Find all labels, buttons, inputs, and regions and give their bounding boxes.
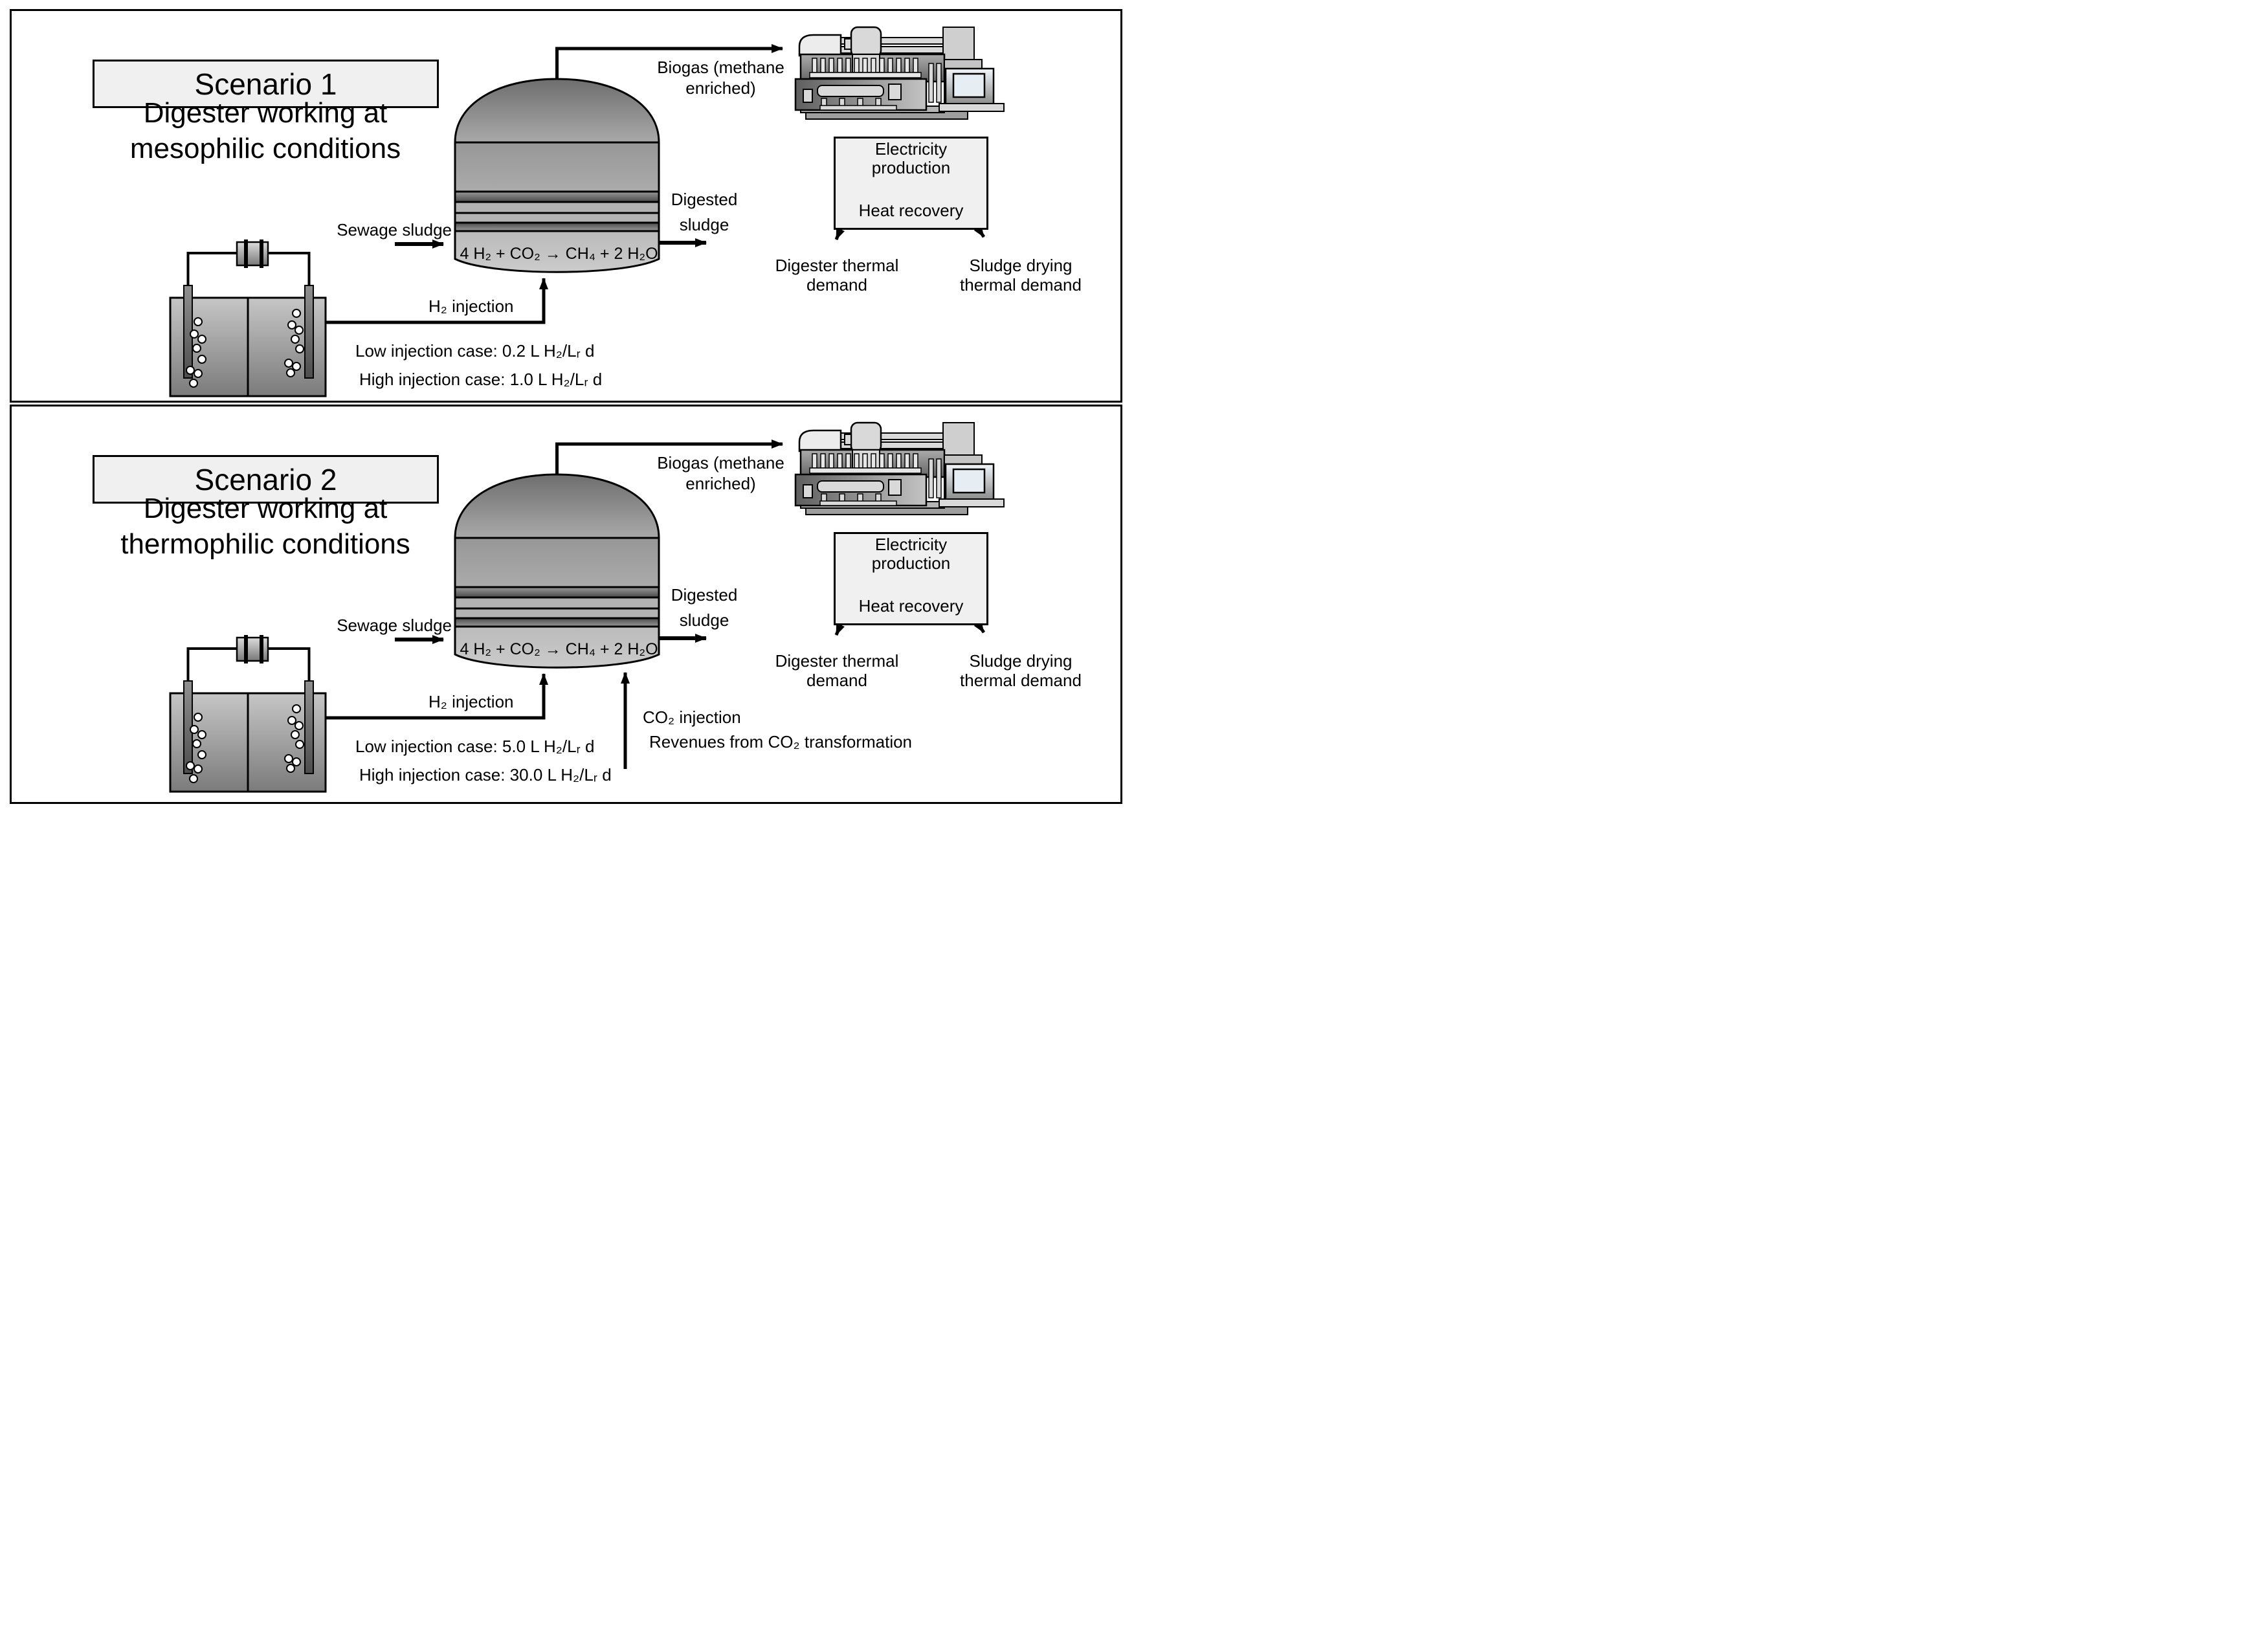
digester-thermal-demand-line1: Digester thermal bbox=[775, 651, 899, 671]
co2-revenues-label: Revenues from CO₂ transformation bbox=[649, 732, 913, 752]
digester-reaction-formula: 4 H₂ + CO₂ → CH₄ + 2 H₂O bbox=[460, 245, 658, 263]
panel-subtitle-line2: thermophilic conditions bbox=[120, 528, 410, 560]
digester-thermal-demand-line2: demand bbox=[806, 275, 867, 295]
panel-subtitle-line1: Digester working at bbox=[143, 493, 388, 524]
electricity-label-line2: production bbox=[871, 553, 951, 573]
digested-sludge-label-line2: sludge bbox=[679, 610, 729, 630]
digester-thermal-demand-line2: demand bbox=[806, 671, 867, 690]
low-injection-case-label: Low injection case: 0.2 L H₂/Lᵣ d bbox=[355, 341, 595, 361]
sewage-sludge-label: Sewage sludge bbox=[337, 616, 452, 635]
digester-tank bbox=[455, 79, 659, 272]
digester-reaction-formula: 4 H₂ + CO₂ → CH₄ + 2 H₂O bbox=[460, 640, 658, 658]
digested-sludge-label-line2: sludge bbox=[679, 215, 729, 234]
h2-injection-label: H₂ injection bbox=[428, 296, 514, 316]
electrolyzer-cell bbox=[170, 635, 326, 792]
biogas-label-line2: enriched) bbox=[685, 78, 756, 98]
biogas-label-line1: Biogas (methane bbox=[657, 453, 784, 473]
figure-canvas bbox=[0, 0, 1134, 813]
electricity-production-box bbox=[834, 137, 988, 230]
biogas-label-line2: enriched) bbox=[685, 474, 756, 493]
panel-subtitle-line1: Digester working at bbox=[143, 97, 388, 129]
electricity-label-line2: production bbox=[871, 158, 951, 177]
sludge-drying-demand-line2: thermal demand bbox=[960, 275, 1082, 295]
scenario-title: Scenario 2 bbox=[194, 462, 337, 496]
high-injection-case-label: High injection case: 1.0 L H₂/Lᵣ d bbox=[359, 370, 603, 389]
digester-thermal-demand-line1: Digester thermal bbox=[775, 256, 899, 275]
electrolyzer-cell bbox=[170, 239, 326, 396]
low-injection-case-label: Low injection case: 5.0 L H₂/Lᵣ d bbox=[355, 737, 595, 756]
sludge-drying-demand-line1: Sludge drying bbox=[969, 651, 1073, 671]
h2-injection-label: H₂ injection bbox=[428, 692, 514, 711]
scenario-2-panel bbox=[10, 405, 1122, 804]
electricity-production-box bbox=[834, 532, 988, 625]
heat-recovery-label: Heat recovery bbox=[858, 596, 964, 616]
electricity-label-line1: Electricity bbox=[874, 139, 948, 159]
heat-recovery-label: Heat recovery bbox=[858, 201, 964, 220]
chp-engine bbox=[795, 423, 1004, 515]
sludge-drying-demand-line2: thermal demand bbox=[960, 671, 1082, 690]
digester-tank bbox=[455, 474, 659, 667]
co2-injection-label: CO₂ injection bbox=[643, 707, 741, 727]
panel-subtitle-line2: mesophilic conditions bbox=[129, 133, 401, 164]
biogas-label-line1: Biogas (methane bbox=[657, 58, 784, 77]
chp-engine bbox=[795, 27, 1004, 119]
electricity-label-line1: Electricity bbox=[874, 535, 948, 554]
scenario-1-panel bbox=[10, 9, 1122, 403]
scenario-title: Scenario 1 bbox=[194, 67, 337, 101]
high-injection-case-label: High injection case: 30.0 L H₂/Lᵣ d bbox=[359, 765, 612, 785]
sewage-sludge-label: Sewage sludge bbox=[337, 220, 452, 239]
digested-sludge-label-line1: Digested bbox=[671, 585, 738, 605]
sludge-drying-demand-line1: Sludge drying bbox=[969, 256, 1073, 275]
digested-sludge-label-line1: Digested bbox=[671, 190, 738, 209]
